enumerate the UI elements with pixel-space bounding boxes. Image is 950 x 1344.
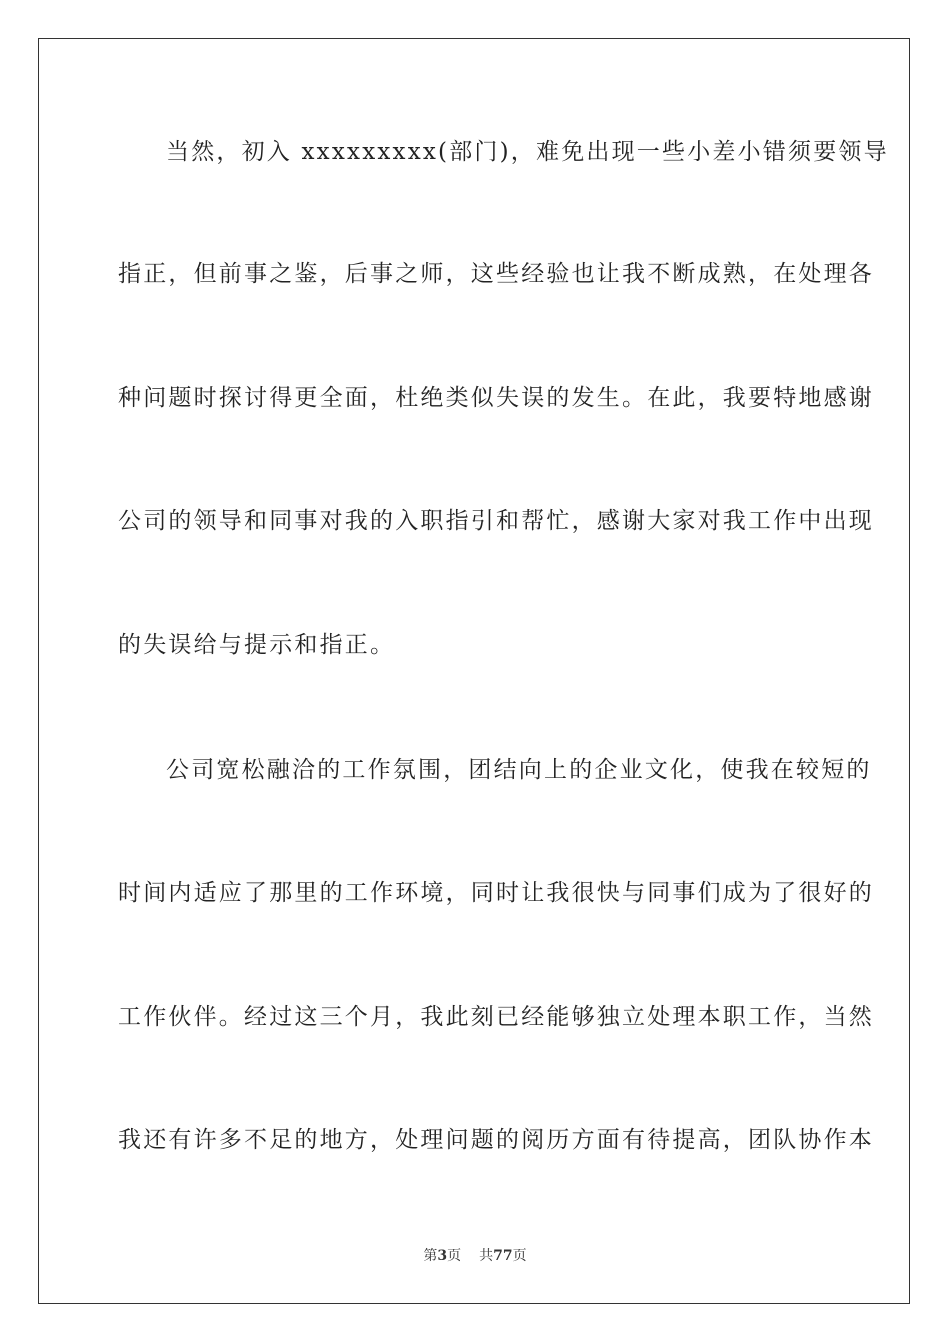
footer-page-number: 3 — [437, 1248, 448, 1264]
footer-page-suffix: 页 — [447, 1248, 462, 1264]
footer-total-prefix: 共 — [479, 1248, 494, 1264]
paragraph-2-line-3: 工作伙伴。经过这三个月，我此刻已经能够独立处理本职工作，当然 — [118, 1004, 874, 1030]
paragraph-1-line-5: 的失误给与提示和指正。 — [118, 632, 396, 658]
paragraph-1-line-4: 公司的领导和同事对我的入职指引和帮忙，感谢大家对我工作中出现 — [118, 508, 874, 534]
page-border — [38, 38, 910, 1304]
footer-page-prefix: 第 — [423, 1248, 438, 1264]
paragraph-2-line-2: 时间内适应了那里的工作环境，同时让我很快与同事们成为了很好的 — [118, 880, 874, 906]
page-footer — [0, 1245, 950, 1265]
paragraph-2-line-1: 公司宽松融洽的工作氛围，团结向上的企业文化，使我在较短的 — [166, 757, 872, 783]
footer-total-pages: 77 — [493, 1248, 513, 1264]
paragraph-1-line-1: 当然，初入 xxxxxxxxx(部门)，难免出现一些小差小错须要领导 — [166, 139, 889, 165]
footer-total-suffix: 页 — [512, 1248, 527, 1264]
paragraph-1-line-2: 指正，但前事之鉴，后事之师，这些经验也让我不断成熟，在处理各 — [118, 261, 874, 287]
paragraph-1-line-3: 种问题时探讨得更全面，杜绝类似失误的发生。在此，我要特地感谢 — [118, 385, 874, 411]
paragraph-2-line-4: 我还有许多不足的地方，处理问题的阅历方面有待提高，团队协作本 — [118, 1127, 874, 1153]
